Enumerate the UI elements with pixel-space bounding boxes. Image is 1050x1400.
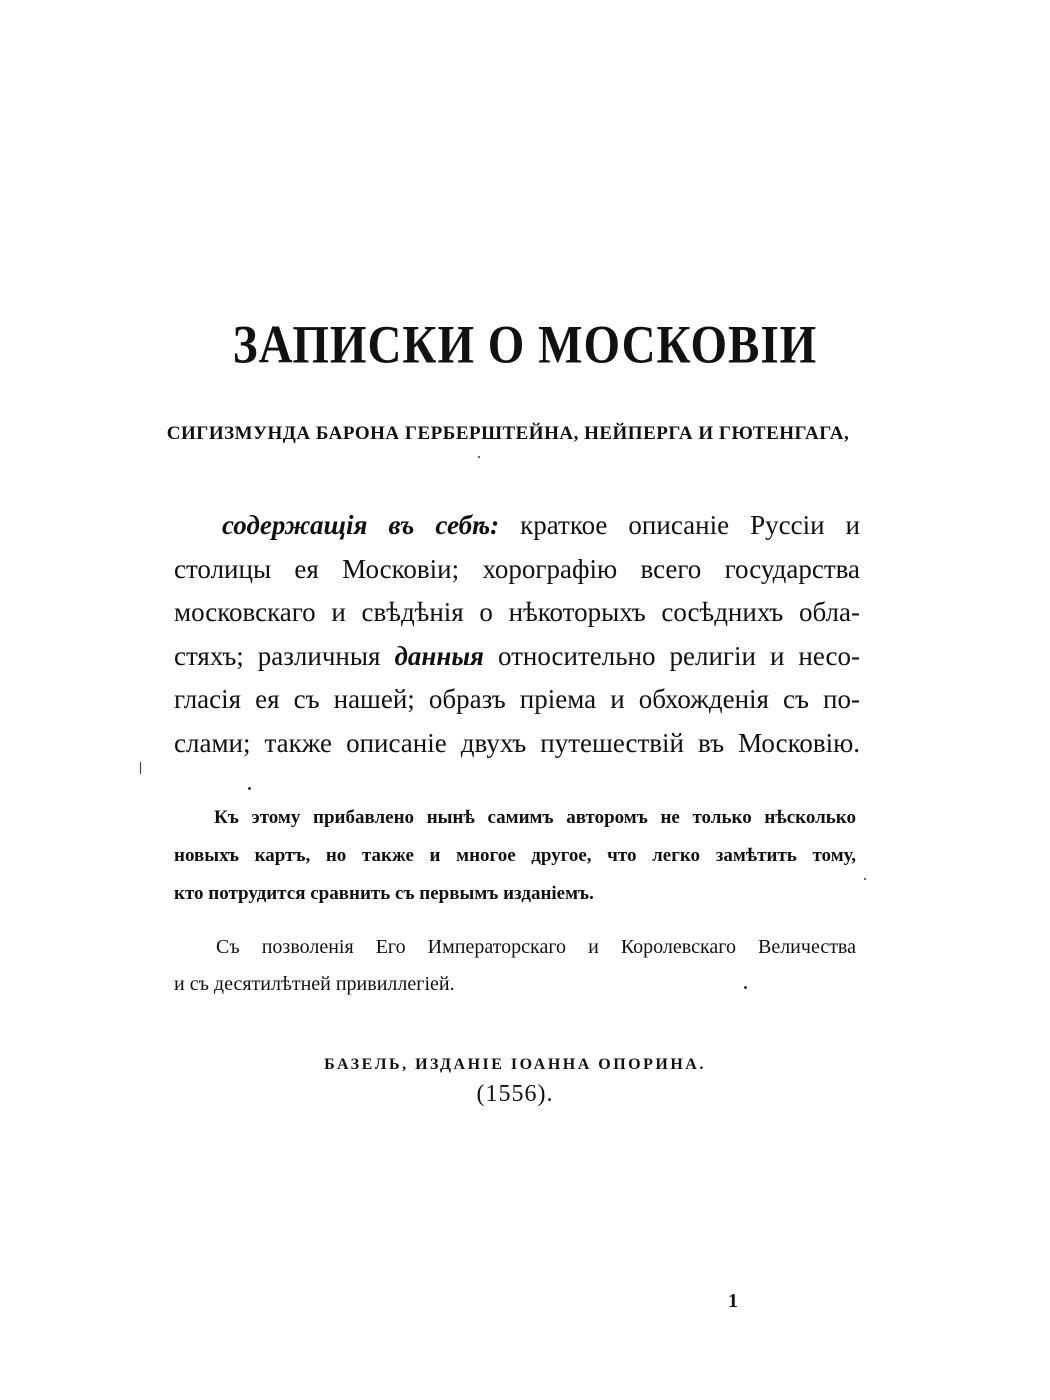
description-text: краткое описаніе Руссіи и	[499, 510, 860, 540]
description-line: гласія ея съ нашей; образъ пріема и обхожденія съ по-	[174, 684, 860, 714]
edition-note-line: новыхъ картъ, но также и многое другое, что легко замѣтить тому,	[174, 845, 856, 866]
description-line	[174, 635, 860, 679]
contents-description	[174, 504, 860, 765]
scan-speck	[140, 762, 141, 774]
publication-year: (1556).	[476, 1081, 554, 1107]
description-lead: содержащія въ себѣ:	[222, 510, 500, 540]
scan-speck	[864, 878, 866, 880]
description-emphasis: данныя	[394, 640, 484, 671]
description-text: относительно религіи и несо-	[483, 640, 860, 671]
description-line: столицы ея Московіи; хорографію всего государства	[174, 553, 860, 584]
edition-note-line: Къ этому прибавлено нынѣ самимъ авторомъ не только нѣсколько	[214, 807, 856, 828]
page-number: 1	[728, 1290, 738, 1312]
scan-speck	[478, 456, 480, 458]
author-subtitle: СИГИЗМУНДА БАРОНА ГЕРБЕРШТЕЙНА, НЕЙПЕРГА И ГЮТЕНГАГА,	[166, 423, 850, 444]
edition-note	[174, 799, 856, 913]
description-text: стяхъ; различныя	[174, 640, 395, 671]
privilege-note	[174, 929, 856, 1003]
edition-note-line: кто потрудится сравнить съ первымъ изданіемъ.	[174, 883, 594, 904]
privilege-note-line: и съ десятилѣтней привиллегіей.	[174, 973, 455, 995]
description-line: слами; также описаніе двухъ путешествій въ Московію.	[174, 727, 860, 758]
scan-speck	[744, 986, 747, 989]
privilege-note-line: Съ позволенія Его Императорскаго и Королевскаго Величества	[216, 936, 856, 958]
scan-speck	[248, 787, 251, 790]
description-line: московскаго и свѣдѣнія о нѣкоторыхъ сосѣднихъ обла-	[174, 597, 860, 627]
publisher-imprint: БАЗЕЛЬ, ИЗДАНІЕ ІОАННА ОПОРИНА.	[324, 1056, 706, 1073]
description-line	[174, 504, 860, 548]
page-title: ЗАПИСКИ О МОСКОВІИ	[232, 315, 818, 375]
